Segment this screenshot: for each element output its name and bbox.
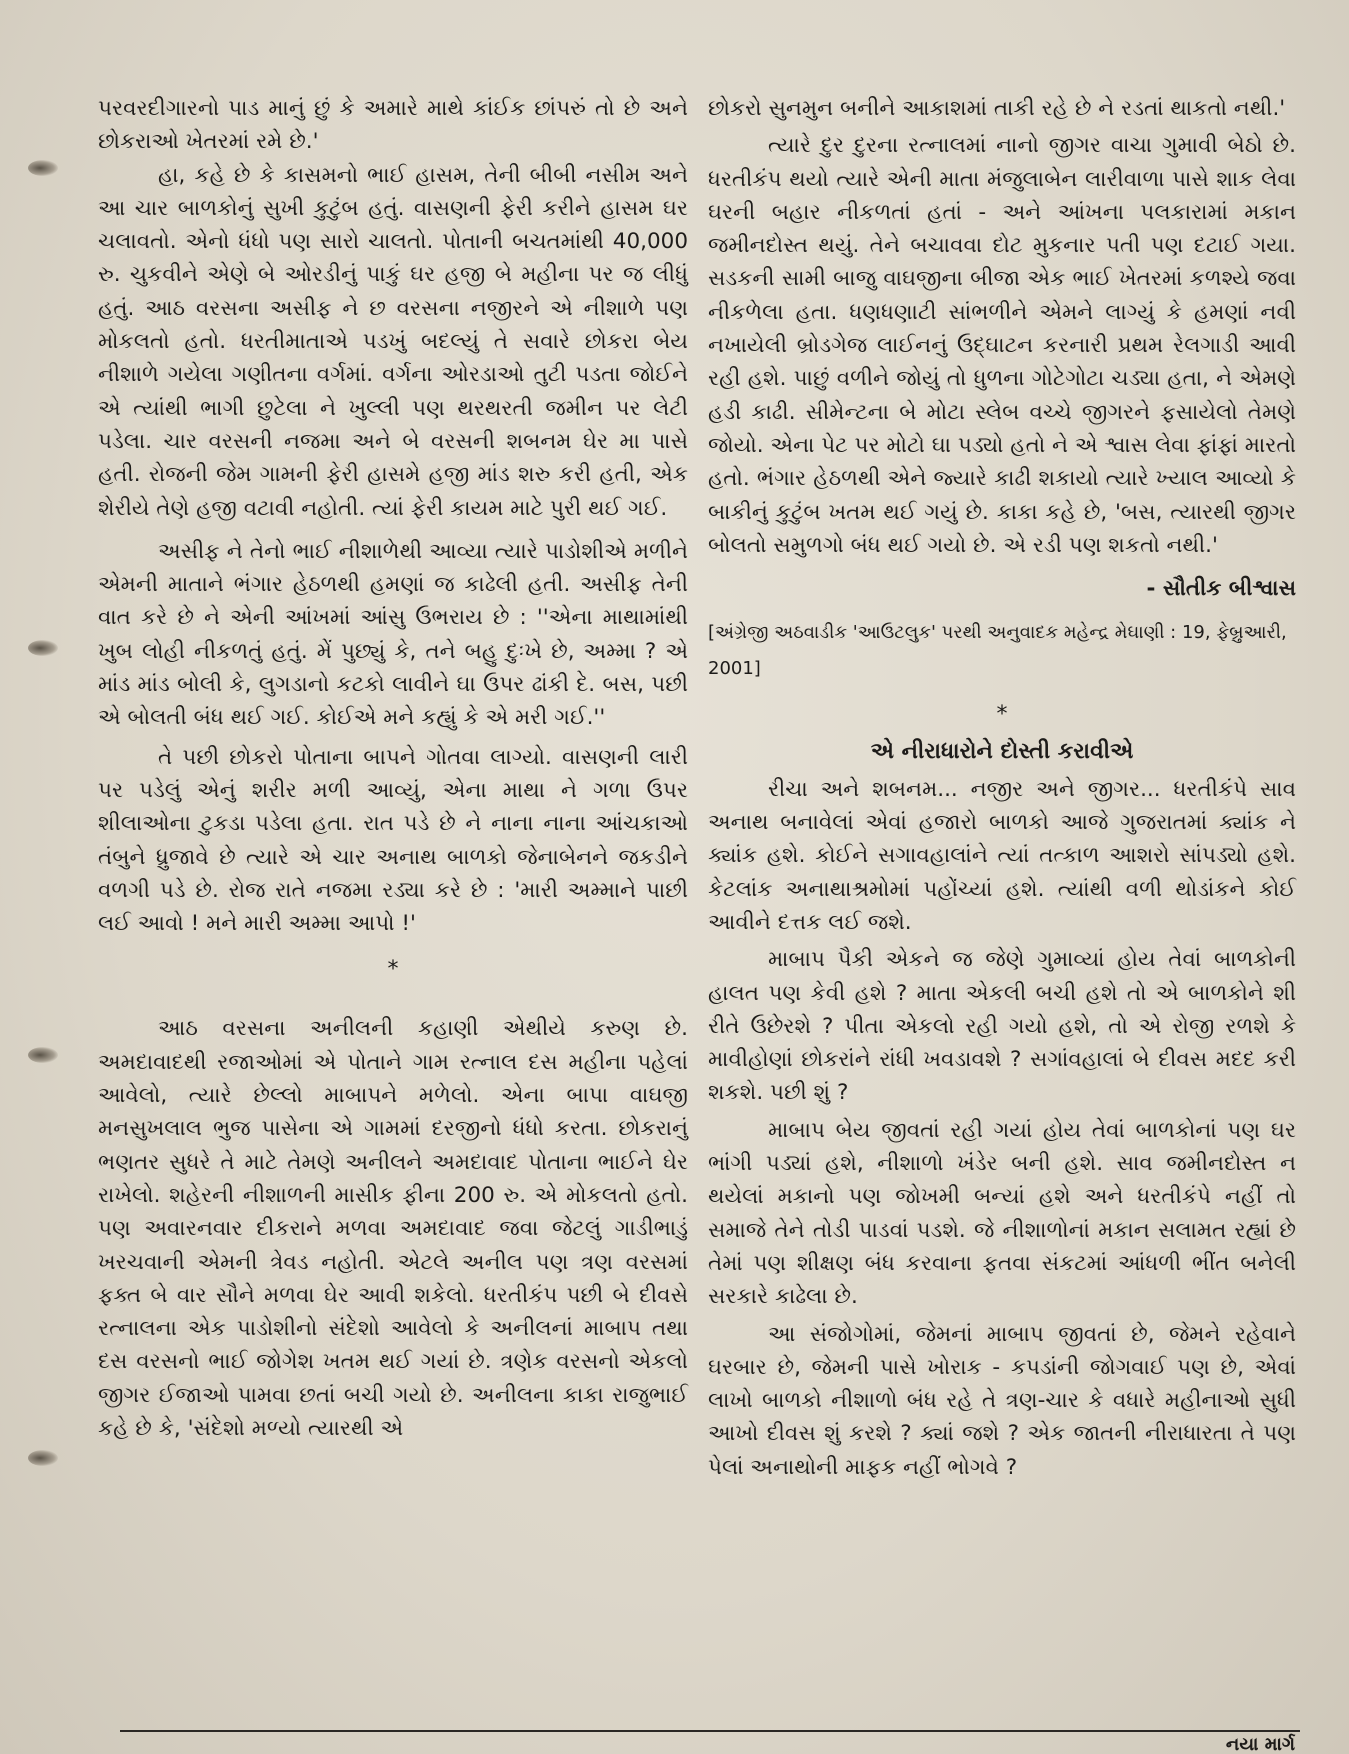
- paragraph: આ સંજોગોમાં, જેમનાં માબાપ જીવતાં છે, જેમને રહેવાને ઘરબાર છે, જેમની પાસે ખોરાક - કપડાંની જોગવાઈ પણ છે, એવાં લાખો બાળકો નીશાળો બંધ રહે તે ત્રણ-ચાર કે વધારે મહીનાઓ સુધી આખો દીવસ શું કરશે ? ક્યાં જશે ? એક જાતની નીરાધારતા તે પણ પેલાં અનાથોની માફક નહીં ભોગવે ?: [708, 1321, 1296, 1480]
- section-separator: *: [996, 702, 1008, 728]
- paragraph: ત્યારે દુર દુરના રત્નાલમાં નાનો જીગર વાચા ગુમાવી બેઠો છે. ધરતીકંપ થયો ત્યારે એની માતા મંજુલાબેન લારીવાળા પાસે શાક લેવા ઘરની બહાર નીકળતાં હતાં - અને આંખના પલકારામાં મકાન જમીનદોસ્ત થયું. તેને બચાવવા દોટ મુકનાર પતી પણ દટાઈ ગયા. સડકની સામી બાજુ વાઘજીના બીજા એક ભાઈ ખેતરમાં કળશ્યે જવા નીકળેલા હતા. ધણધણાટી સાંભળીને એમને લાગ્યું કે હમણાં નવી નખાયેલી બ્રોડગેજ લાઈનનું ઉદ્‌ઘાટન કરનારી પ્રથમ રેલગાડી આવી રહી હશે. પાછું વળીને જોયું તો ધુળના ગોટેગોટા ચડ્યા હતા, ને એમણે હડી કાઢી. સીમેન્ટના બે મોટા સ્લેબ વચ્ચે જીગરને ફસાયેલો તેમણે જોયો. એના પેટ પર મોટો ઘા પડ્યો હતો ને એ શ્વાસ લેવા ફાંફાં મારતો હતો. ભંગાર હેઠળથી એને જ્યારે કાઢી શકાયો ત્યારે ખ્યાલ આવ્યો કે બાકીનું કુટુંબ ખતમ થઈ ગયું છે. કાકા કહે છે, 'બસ, ત્યારથી જીગર બોલતો સમુળગો બંધ થઈ ગયો છે. એ રડી પણ શકતો નથી.': [708, 133, 1296, 558]
- author-byline: - સૌતીક બીશ્વાસ: [1146, 576, 1296, 602]
- paragraph: આઠ વરસના અનીલની કહાણી એથીયે કરુણ છે. અમદાવાદથી રજાઓમાં એ પોતાને ગામ રત્નાલ દસ મહીના પહેલાં આવેલો, ત્યારે છેલ્લો માબાપને મળેલો. એના બાપા વાઘજી મનસુખલાલ ભુજ પાસેના એ ગામમાં દરજીનો ધંધો કરતા. છોકરાનું ભણતર સુધરે તે માટે તેમણે અનીલને અમદાવાદ પોતાના ભાઈને ઘેર રાખેલો. શહેરની નીશાળની માસીક ફીના 200 રુ. એ મોકલતો હતો. પણ અવારનવાર દીકરાને મળવા અમદાવાદ જવા જેટલું ગાડીભાડું ખરચવાની એમની ત્રેવડ નહોતી. એટલે અનીલ પણ ત્રણ વરસમાં ફક્ત બે વાર સૌને મળવા ઘેર આવી શકેલો. ધરતીકંપ પછી બે દીવસે રત્નાલના એક પાડોશીનો સંદેશો આવેલો કે અનીલનાં માબાપ તથા દસ વરસનો ભાઈ જોગેશ ખતમ થઈ ગયાં છે. ત્રણેક વરસનો એકલો જીગર ઈજાઓ પામવા છતાં બચી ગયો છે. અનીલના કાકા રાજુભાઈ કહે છે કે, 'સંદેશો મળ્યો ત્યારથી એ: [98, 1016, 688, 1441]
- binding-hole-mark: [28, 640, 58, 656]
- binding-hole-mark: [28, 1047, 58, 1063]
- left-column: [98, 92, 688, 1445]
- source-note: [અંગ્રેજી અઠવાડીક 'આઉટલુક' પરથી અનુવાદક મહેન્દ્ર મેઘાણી : 19, ફેબ્રુઆરી, 2001]: [708, 622, 1287, 680]
- right-column: [708, 92, 1296, 1484]
- footer-rule: [120, 1730, 1300, 1732]
- paragraph: હા, કહે છે કે કાસમનો ભાઈ હાસમ, તેની બીબી નસીમ અને આ ચાર બાળકોનું સુખી કુટુંબ હતું. વાસણની ફેરી કરીને હાસમ ઘર ચલાવતો. એનો ધંધો પણ સારો ચાલતો. પોતાની બચતમાંથી 40,000 રુ. ચુકવીને એણે બે ઓરડીનું પાકું ઘર હજી બે મહીના પર જ લીધું હતું. આઠ વરસના અસીફ ને છ વરસના નજીરને એ નીશાળે પણ મોકલતો હતો. ધરતીમાતાએ પડખું બદલ્યું તે સવારે છોકરા બેય નીશાળે ગયેલા ગણીતના વર્ગમાં. વર્ગના ઓરડાઓ તુટી પડતા જોઈને એ ત્યાંથી ભાગી છુટેલા ને ખુલ્લી પણ થરથરતી જમીન પર લેટી પડેલા. ચાર વરસની નજમા અને બે વરસની શબનમ ઘેર મા પાસે હતી. રોજની જેમ ગામની ફેરી હાસમે હજી માંડ શરુ કરી હતી, એક શેરીયે તેણે હજી વટાવી નહોતી. ત્યાં ફેરી કાયમ માટે પુરી થઈ ગઈ.: [98, 162, 688, 521]
- binding-hole-mark: [28, 160, 58, 176]
- paragraph: છોકરો સુનમુન બનીને આકાશમાં તાકી રહે છે ને રડતાં થાકતો નથી.': [708, 96, 1286, 121]
- magazine-name: નયા માર્ગ: [1225, 1734, 1295, 1754]
- section-separator: *: [387, 957, 399, 983]
- section-heading: એ નીરાધારોને દોસ્તી કરાવીએ: [870, 739, 1134, 765]
- paragraph: માબાપ પૈકી એકને જ જેણે ગુમાવ્યાં હોય તેવાં બાળકોની હાલત પણ કેવી હશે ? માતા એકલી બચી હશે તો એ બાળકોને શી રીતે ઉછેરશે ? પીતા એકલો રહી ગયો હશે, તો એ રોજી રળશે કે માવીહોણાં છોકરાંને રાંધી ખવડાવશે ? સગાંવહાલાં બે દીવસ મદદ કરી શકશે. પછી શું ?: [708, 947, 1296, 1106]
- paragraph: માબાપ બેય જીવતાં રહી ગયાં હોય તેવાં બાળકોનાં પણ ઘર ભાંગી પડ્યાં હશે, નીશાળો ખંડેર બની હશે. સાવ જમીનદોસ્ત ન થયેલાં મકાનો પણ જોખમી બન્યાં હશે અને ધરતીકંપે નહીં તો સમાજે તેને તોડી પાડવાં પડશે. જે નીશાળોનાં મકાન સલામત રહ્યાં છે તેમાં પણ શીક્ષણ બંધ કરવાના ફતવા સંકટમાં આંધળી ભીંત બનેલી સરકારે કાઢેલા છે.: [708, 1117, 1296, 1310]
- paragraph: તે પછી છોકરો પોતાના બાપને ગોતવા લાગ્યો. વાસણની લારી પર પડેલું એનું શરીર મળી આવ્યું, એના માથા ને ગળા ઉપર શીલાઓના ટુકડા પડેલા હતા. રાત પડે છે ને નાના નાના આંચકાઓ તંબુને ધ્રુજાવે છે ત્યારે એ ચાર અનાથ બાળકો જેનાબેનને જકડીને વળગી પડે છે. રોજ રાતે નજમા રડ્યા કરે છે : 'મારી અમ્માને પાછી લઈ આવો ! મને મારી અમ્મા આપો !': [98, 744, 688, 937]
- paragraph: પરવરદીગારનો પાડ માનું છું કે અમારે માથે કાંઈક છાંપરું તો છે અને છોકરાઓ ખેતરમાં રમે છે.': [98, 96, 688, 155]
- binding-hole-mark: [28, 1450, 58, 1466]
- paragraph: અસીફ ને તેનો ભાઈ નીશાળેથી આવ્યા ત્યારે પાડોશીએ મળીને એમની માતાને ભંગાર હેઠળથી હમણાં જ કાઢેલી હતી. અસીફ તેની વાત કરે છે ને એની આંખમાં આંસુ ઉભરાય છે : ''એના માથામાંથી ખુબ લોહી નીકળતું હતું. મેં પુછ્યું કે, તને બહુ દુઃખે છે, અમ્મા ? એ માંડ માંડ બોલી કે, લુગડાનો કટકો લાવીને ઘા ઉપર ઢાંકી દે. બસ, પછી એ બોલતી બંધ થઈ ગઈ. કોઈએ મને કહ્યું કે એ મરી ગઈ.'': [98, 538, 688, 731]
- paragraph: રીચા અને શબનમ... નજીર અને જીગર... ધરતીકંપે સાવ અનાથ બનાવેલાં એવાં હજારો બાળકો આજે ગુજરાતમાં ક્યાંક ને ક્યાંક હશે. કોઈને સગાવહાલાંને ત્યાં તત્કાળ આશરો સાંપડ્યો હશે. કેટલાંક અનાથાશ્રમોમાં પહોંચ્યાં હશે. ત્યાંથી વળી થોડાંકને કોઈ આવીને દત્તક લઈ જશે.: [708, 776, 1296, 935]
